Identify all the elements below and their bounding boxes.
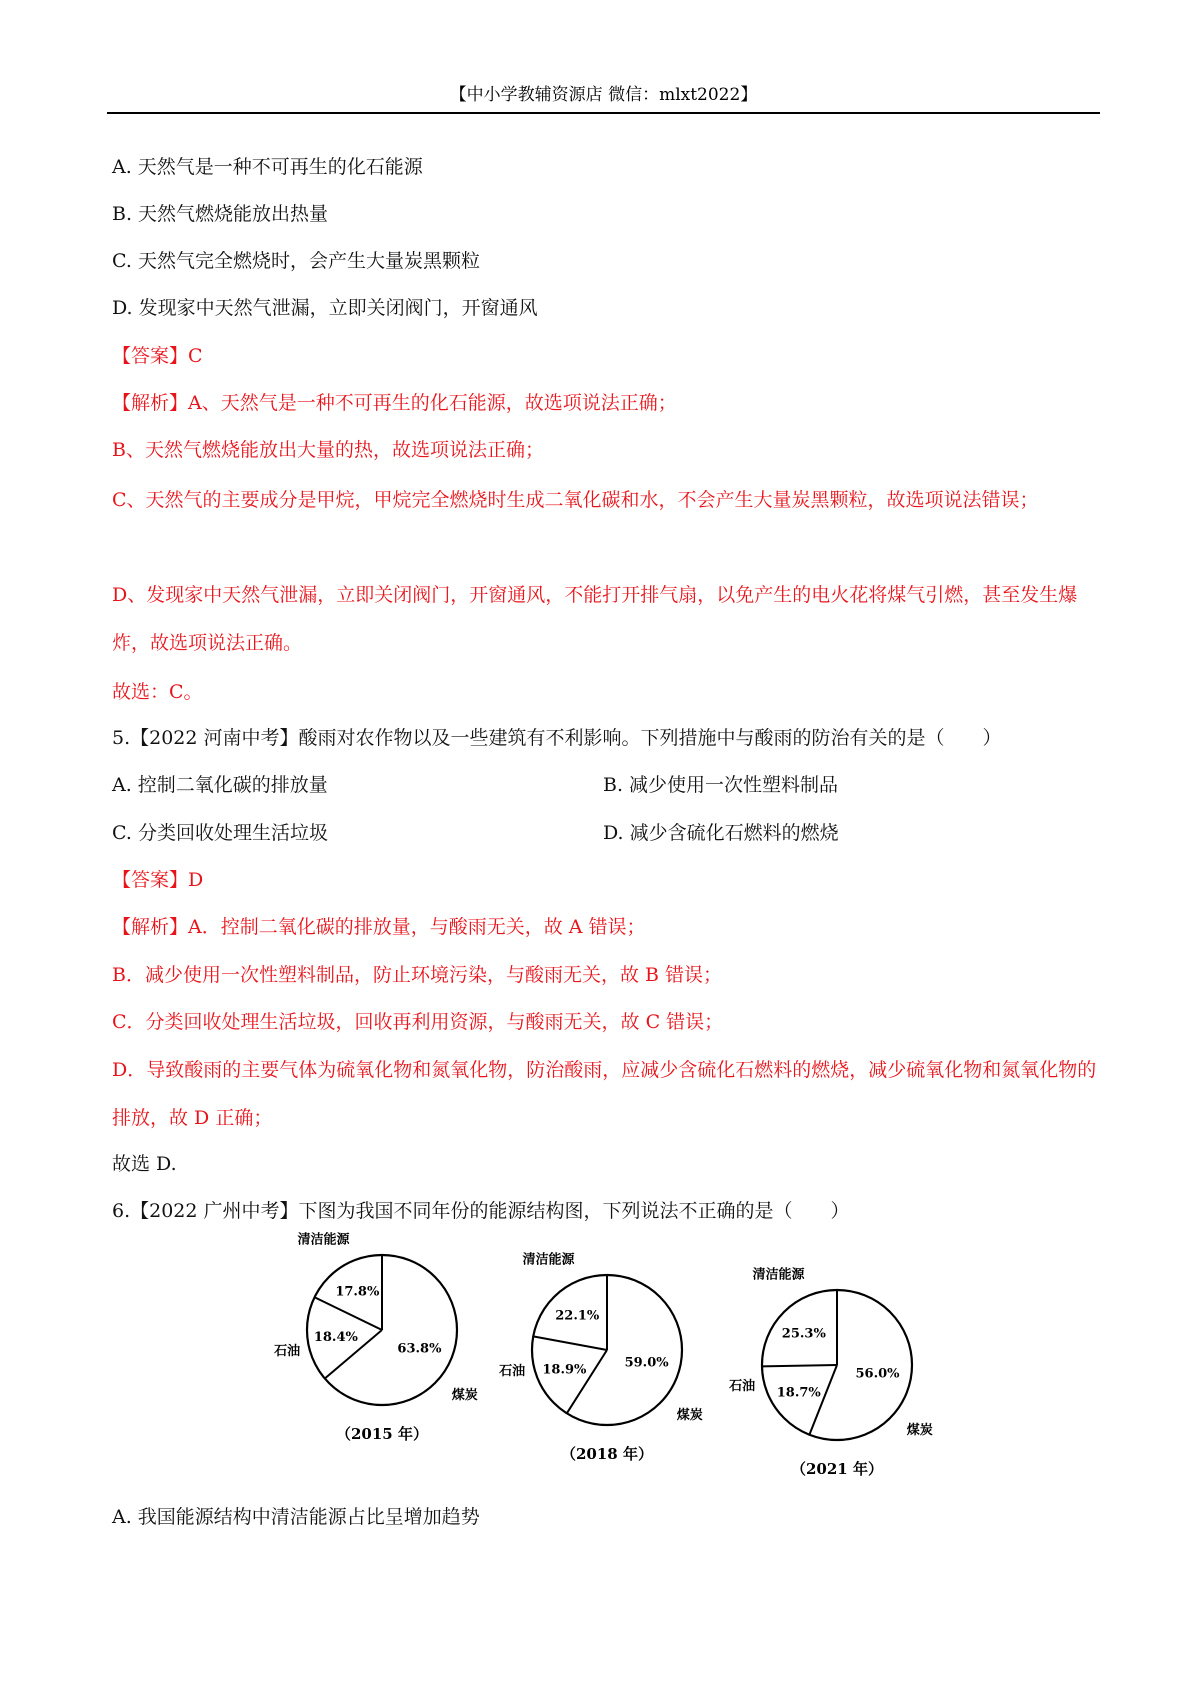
pie-label-clean-energy: 清洁能源	[522, 1252, 575, 1268]
pie-slice-value: 18.9%	[542, 1362, 587, 1378]
energy-structure-charts	[262, 1232, 962, 1490]
pie-slice-value: 63.8%	[397, 1341, 442, 1357]
pie-label-oil: 石油	[729, 1379, 756, 1395]
pie-slice-value: 18.4%	[313, 1329, 358, 1345]
q4-conclusion: 故选：C。	[112, 681, 203, 703]
q4-option-b: B. 天然气燃烧能放出热量	[112, 203, 329, 225]
pie-label-clean-energy: 清洁能源	[752, 1267, 805, 1283]
pie-slice-value: 22.1%	[555, 1308, 600, 1324]
pie-label-coal: 煤炭	[451, 1388, 478, 1404]
q5-answer: 【答案】D	[112, 869, 204, 891]
pie-slice-value: 59.0%	[624, 1355, 669, 1371]
q5-analysis-c: C．分类回收处理生活垃圾，回收再利用资源，与酸雨无关，故 C 错误；	[112, 1011, 724, 1033]
pie-label-coal: 煤炭	[676, 1408, 703, 1424]
pie-slice-boundary	[762, 1365, 837, 1366]
pie-chart-0	[274, 1231, 478, 1443]
q6-stem: 6.【2022 广州中考】下图为我国不同年份的能源结构图，下列说法不正确的是（ ）	[112, 1200, 850, 1222]
q5-option-b: B. 减少使用一次性塑料制品	[603, 774, 839, 796]
pie-label-oil: 石油	[499, 1364, 526, 1380]
pie-slice-value: 18.7%	[776, 1385, 821, 1401]
q4-analysis-a: 【解析】A、天然气是一种不可再生的化石能源，故选项说法正确；	[112, 392, 677, 414]
pie-slice-value: 17.8%	[335, 1284, 380, 1300]
pie-chart-1	[499, 1251, 703, 1463]
pie-chart-2	[729, 1266, 933, 1478]
q5-option-c: C. 分类回收处理生活垃圾	[112, 822, 328, 844]
pie-slice-value: 56.0%	[855, 1366, 900, 1382]
q4-analysis-d: D、发现家中天然气泄漏，立即关闭阀门，开窗通风，不能打开排气扇，以免产生的电火花将煤气引燃，甚至发生爆炸，故选项说法正确。	[112, 584, 1078, 654]
q5-conclusion: 故选 D.	[112, 1153, 177, 1175]
q4-option-a: A. 天然气是一种不可再生的化石能源	[112, 156, 423, 178]
pie-label-oil: 石油	[274, 1344, 301, 1360]
q4-option-c: C. 天然气完全燃烧时，会产生大量炭黑颗粒	[112, 250, 480, 272]
pie-caption: （2015 年）	[336, 1425, 428, 1443]
q5-option-a: A. 控制二氧化碳的排放量	[112, 774, 328, 796]
q5-analysis-d: D．导致酸雨的主要气体为硫氧化物和氮氧化物，防治酸雨，应减少含硫化石燃料的燃烧，减少硫氧化物和氮氧化物的排放，故 D 正确；	[112, 1059, 1097, 1129]
pie-caption: （2021 年）	[791, 1460, 883, 1478]
pie-label-coal: 煤炭	[906, 1423, 933, 1439]
q4-analysis-b: B、天然气燃烧能放出大量的热，故选项说法正确；	[112, 439, 544, 461]
pie-slice-value: 25.3%	[781, 1326, 826, 1342]
q5-analysis-a: 【解析】A．控制二氧化碳的排放量，与酸雨无关，故 A 错误；	[112, 916, 646, 938]
page-header: 【中小学教辅资源店 微信：mlxt2022】	[107, 82, 1100, 114]
q4-analysis-c: C、天然气的主要成分是甲烷，甲烷完全燃烧时生成二氧化碳和水，不会产生大量炭黑颗粒，故选项说法错误；	[112, 489, 1039, 511]
q5-option-d: D. 减少含硫化石燃料的燃烧	[603, 822, 839, 844]
q4-answer: 【答案】C	[112, 345, 203, 367]
q5-analysis-b: B．减少使用一次性塑料制品，防止环境污染，与酸雨无关，故 B 错误；	[112, 964, 723, 986]
q4-option-d: D. 发现家中天然气泄漏，立即关闭阀门，开窗通风	[112, 297, 538, 319]
pie-charts-svg	[262, 1232, 962, 1490]
pie-caption: （2018 年）	[561, 1445, 653, 1463]
pie-label-clean-energy: 清洁能源	[297, 1232, 350, 1248]
q5-stem: 5.【2022 河南中考】酸雨对农作物以及一些建筑有不利影响。下列措施中与酸雨的防治有关的是（ ）	[112, 727, 1002, 749]
q6-option-a: A. 我国能源结构中清洁能源占比呈增加趋势	[112, 1506, 480, 1528]
